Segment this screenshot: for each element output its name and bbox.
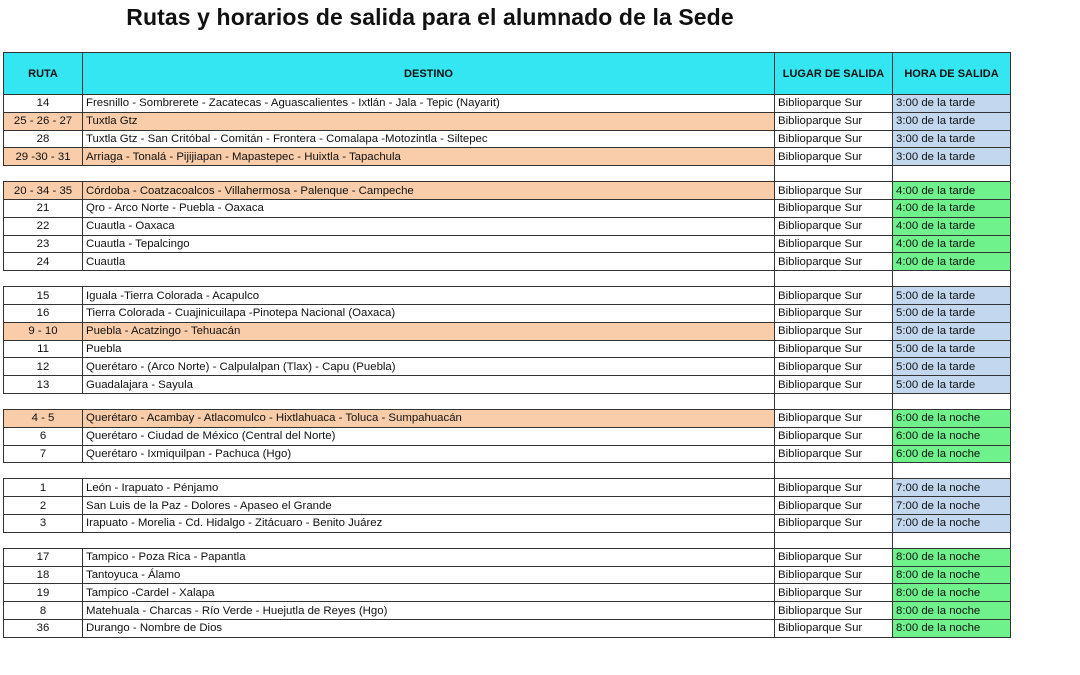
lugar-cell: Biblioparque Sur: [775, 199, 893, 217]
table-row: [4, 548, 1011, 566]
lugar-cell: Biblioparque Sur: [775, 304, 893, 322]
lugar-cell: Biblioparque Sur: [775, 217, 893, 235]
group-separator: [4, 271, 1011, 287]
routes-table: [3, 52, 1011, 638]
hora-cell: 4:00 de la tarde: [893, 199, 1011, 217]
hora-cell: 6:00 de la noche: [893, 409, 1011, 427]
lugar-cell: Biblioparque Sur: [775, 479, 893, 497]
page-title: Rutas y horarios de salida para el alumnado de la Sede: [126, 4, 734, 30]
table-row: [4, 358, 1011, 376]
destino-cell: Tampico - Poza Rica - Papantla: [83, 548, 775, 566]
separator-cell: [83, 166, 775, 182]
ruta-cell: 11: [4, 340, 83, 358]
lugar-cell: Biblioparque Sur: [775, 130, 893, 148]
separator-cell: [4, 271, 83, 287]
lugar-cell: Biblioparque Sur: [775, 445, 893, 463]
hora-cell: 7:00 de la noche: [893, 479, 1011, 497]
hora-cell: 6:00 de la noche: [893, 445, 1011, 463]
lugar-cell: Biblioparque Sur: [775, 340, 893, 358]
destino-cell: Querétaro - Ixmiquilpan - Pachuca (Hgo): [83, 445, 775, 463]
hora-cell: 3:00 de la tarde: [893, 130, 1011, 148]
ruta-cell: 20 - 34 - 35: [4, 182, 83, 200]
hora-cell: 5:00 de la tarde: [893, 376, 1011, 394]
ruta-cell: 12: [4, 358, 83, 376]
table-row: [4, 427, 1011, 445]
hora-cell: 4:00 de la tarde: [893, 182, 1011, 200]
header-lugar-salida: LUGAR DE SALIDA: [775, 53, 893, 95]
lugar-cell: Biblioparque Sur: [775, 358, 893, 376]
destino-cell: Tuxtla Gtz: [83, 112, 775, 130]
ruta-cell: 18: [4, 566, 83, 584]
lugar-cell: Biblioparque Sur: [775, 322, 893, 340]
table-row: [4, 235, 1011, 253]
table-row: [4, 95, 1011, 113]
hora-cell: 7:00 de la noche: [893, 497, 1011, 515]
hora-cell: 5:00 de la tarde: [893, 322, 1011, 340]
hora-cell: 4:00 de la tarde: [893, 235, 1011, 253]
hora-cell: 8:00 de la noche: [893, 619, 1011, 637]
table-row: [4, 112, 1011, 130]
table-body: [4, 95, 1011, 638]
hora-cell: 6:00 de la noche: [893, 427, 1011, 445]
destino-cell: Puebla - Acatzingo - Tehuacán: [83, 322, 775, 340]
lugar-cell: Biblioparque Sur: [775, 287, 893, 305]
destino-cell: Cuautla - Tepalcingo: [83, 235, 775, 253]
table-header-row: [4, 53, 1011, 95]
separator-cell: [893, 532, 1011, 548]
lugar-cell: Biblioparque Sur: [775, 148, 893, 166]
group-separator: [4, 393, 1011, 409]
lugar-cell: Biblioparque Sur: [775, 514, 893, 532]
destino-cell: León - Irapuato - Pénjamo: [83, 479, 775, 497]
lugar-cell: Biblioparque Sur: [775, 548, 893, 566]
table-row: [4, 619, 1011, 637]
hora-cell: 3:00 de la tarde: [893, 148, 1011, 166]
hora-cell: 3:00 de la tarde: [893, 95, 1011, 113]
destino-cell: Querétaro - (Arco Norte) - Calpulalpan (Tlax) - Capu (Puebla): [83, 358, 775, 376]
destino-cell: Cuautla - Oaxaca: [83, 217, 775, 235]
hora-cell: 5:00 de la tarde: [893, 304, 1011, 322]
table-row: [4, 199, 1011, 217]
separator-cell: [893, 393, 1011, 409]
destino-cell: Querétaro - Acambay - Atlacomulco - Hixtlahuaca - Toluca - Sumpahuacán: [83, 409, 775, 427]
table-row: [4, 479, 1011, 497]
separator-cell: [4, 166, 83, 182]
lugar-cell: Biblioparque Sur: [775, 584, 893, 602]
destino-cell: Tantoyuca - Álamo: [83, 566, 775, 584]
header-ruta: RUTA: [4, 53, 83, 95]
destino-cell: Iguala -Tierra Colorada - Acapulco: [83, 287, 775, 305]
lugar-cell: Biblioparque Sur: [775, 566, 893, 584]
table-row: [4, 514, 1011, 532]
destino-cell: Tampico -Cardel - Xalapa: [83, 584, 775, 602]
table-row: [4, 602, 1011, 620]
group-separator: [4, 463, 1011, 479]
hora-cell: 5:00 de la tarde: [893, 287, 1011, 305]
separator-cell: [775, 166, 893, 182]
group-separator: [4, 166, 1011, 182]
lugar-cell: Biblioparque Sur: [775, 497, 893, 515]
destino-cell: Irapuato - Morelia - Cd. Hidalgo - Zitácuaro - Benito Juárez: [83, 514, 775, 532]
destino-cell: Tierra Colorada - Cuajinicuilapa -Pinotepa Nacional (Oaxaca): [83, 304, 775, 322]
table-row: [4, 584, 1011, 602]
table-row: [4, 217, 1011, 235]
hora-cell: 8:00 de la noche: [893, 566, 1011, 584]
table-row: [4, 376, 1011, 394]
separator-cell: [775, 532, 893, 548]
lugar-cell: Biblioparque Sur: [775, 253, 893, 271]
separator-cell: [83, 532, 775, 548]
table-row: [4, 497, 1011, 515]
separator-cell: [775, 463, 893, 479]
table-row: [4, 409, 1011, 427]
ruta-cell: 25 - 26 - 27: [4, 112, 83, 130]
lugar-cell: Biblioparque Sur: [775, 376, 893, 394]
destino-cell: Puebla: [83, 340, 775, 358]
ruta-cell: 3: [4, 514, 83, 532]
ruta-cell: 14: [4, 95, 83, 113]
ruta-cell: 13: [4, 376, 83, 394]
ruta-cell: 21: [4, 199, 83, 217]
hora-cell: 8:00 de la noche: [893, 602, 1011, 620]
destino-cell: Córdoba - Coatzacoalcos - Villahermosa - Palenque - Campeche: [83, 182, 775, 200]
separator-cell: [775, 393, 893, 409]
ruta-cell: 36: [4, 619, 83, 637]
ruta-cell: 16: [4, 304, 83, 322]
lugar-cell: Biblioparque Sur: [775, 619, 893, 637]
hora-cell: 5:00 de la tarde: [893, 358, 1011, 376]
separator-cell: [775, 271, 893, 287]
table-row: [4, 445, 1011, 463]
destino-cell: San Luis de la Paz - Dolores - Apaseo el Grande: [83, 497, 775, 515]
table-row: [4, 253, 1011, 271]
separator-cell: [83, 271, 775, 287]
ruta-cell: 17: [4, 548, 83, 566]
destino-cell: Fresnillo - Sombrerete - Zacatecas - Aguascalientes - Ixtlán - Jala - Tepic (Nayarit): [83, 95, 775, 113]
hora-cell: 7:00 de la noche: [893, 514, 1011, 532]
table-row: [4, 340, 1011, 358]
header-destino: DESTINO: [83, 53, 775, 95]
separator-cell: [893, 271, 1011, 287]
table-row: [4, 182, 1011, 200]
ruta-cell: 1: [4, 479, 83, 497]
destino-cell: Durango - Nombre de Dios: [83, 619, 775, 637]
hora-cell: 5:00 de la tarde: [893, 340, 1011, 358]
lugar-cell: Biblioparque Sur: [775, 112, 893, 130]
ruta-cell: 9 - 10: [4, 322, 83, 340]
ruta-cell: 22: [4, 217, 83, 235]
table-row: [4, 304, 1011, 322]
hora-cell: 8:00 de la noche: [893, 584, 1011, 602]
destino-cell: Matehuala - Charcas - Río Verde - Huejutla de Reyes (Hgo): [83, 602, 775, 620]
destino-cell: Cuautla: [83, 253, 775, 271]
ruta-cell: 23: [4, 235, 83, 253]
separator-cell: [4, 463, 83, 479]
hora-cell: 4:00 de la tarde: [893, 217, 1011, 235]
table-row: [4, 287, 1011, 305]
ruta-cell: 29 -30 - 31: [4, 148, 83, 166]
lugar-cell: Biblioparque Sur: [775, 602, 893, 620]
ruta-cell: 8: [4, 602, 83, 620]
destino-cell: Tuxtla Gtz - San Critóbal - Comitán - Frontera - Comalapa -Motozintla - Siltepec: [83, 130, 775, 148]
ruta-cell: 19: [4, 584, 83, 602]
destino-cell: Arriaga - Tonalá - Pijijiapan - Mapastepec - Huixtla - Tapachula: [83, 148, 775, 166]
separator-cell: [893, 463, 1011, 479]
hora-cell: 8:00 de la noche: [893, 548, 1011, 566]
ruta-cell: 15: [4, 287, 83, 305]
separator-cell: [83, 393, 775, 409]
lugar-cell: Biblioparque Sur: [775, 95, 893, 113]
hora-cell: 4:00 de la tarde: [893, 253, 1011, 271]
ruta-cell: 6: [4, 427, 83, 445]
table-row: [4, 148, 1011, 166]
ruta-cell: 24: [4, 253, 83, 271]
hora-cell: 3:00 de la tarde: [893, 112, 1011, 130]
ruta-cell: 4 - 5: [4, 409, 83, 427]
separator-cell: [4, 393, 83, 409]
ruta-cell: 7: [4, 445, 83, 463]
separator-cell: [4, 532, 83, 548]
table-row: [4, 130, 1011, 148]
ruta-cell: 2: [4, 497, 83, 515]
separator-cell: [83, 463, 775, 479]
ruta-cell: 28: [4, 130, 83, 148]
lugar-cell: Biblioparque Sur: [775, 235, 893, 253]
destino-cell: Querétaro - Ciudad de México (Central del Norte): [83, 427, 775, 445]
lugar-cell: Biblioparque Sur: [775, 409, 893, 427]
lugar-cell: Biblioparque Sur: [775, 427, 893, 445]
table-row: [4, 566, 1011, 584]
lugar-cell: Biblioparque Sur: [775, 182, 893, 200]
header-hora-salida: HORA DE SALIDA: [893, 53, 1011, 95]
table-row: [4, 322, 1011, 340]
separator-cell: [893, 166, 1011, 182]
group-separator: [4, 532, 1011, 548]
destino-cell: Guadalajara - Sayula: [83, 376, 775, 394]
destino-cell: Qro - Arco Norte - Puebla - Oaxaca: [83, 199, 775, 217]
